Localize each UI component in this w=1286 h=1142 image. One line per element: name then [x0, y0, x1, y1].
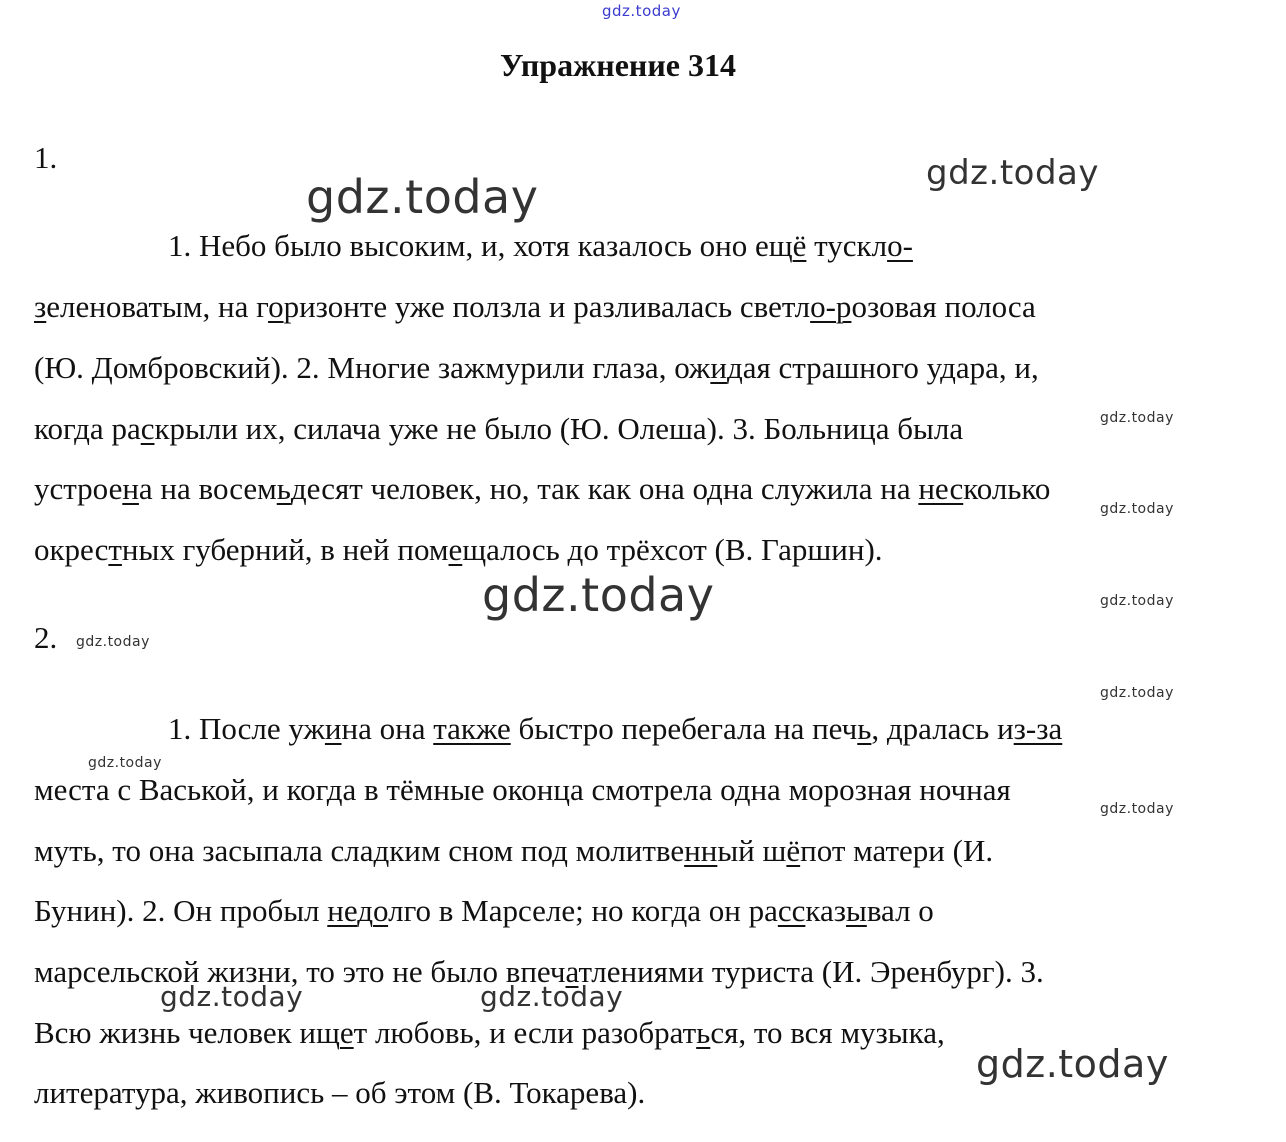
watermark-mid-2: gdz.today — [160, 980, 304, 1013]
watermark-big-1: gdz.today — [306, 170, 539, 224]
watermark-big-3: gdz.today — [976, 1042, 1169, 1086]
watermark-small-3: gdz.today — [1100, 593, 1174, 609]
watermark-big-2: gdz.today — [482, 568, 715, 622]
part-1-number: 1. — [34, 140, 58, 175]
exercise-title: Упражнение 314 — [499, 47, 736, 83]
watermark-small-4: gdz.today — [76, 634, 150, 650]
watermark-mid-1: gdz.today — [926, 153, 1099, 193]
watermark-small-1: gdz.today — [1100, 410, 1174, 426]
watermark-small-7: gdz.today — [1100, 801, 1174, 817]
part-2-number: 2. — [34, 620, 58, 655]
watermark-small-5: gdz.today — [1100, 685, 1174, 701]
watermark-top: gdz.today — [602, 2, 681, 20]
watermark-small-6: gdz.today — [88, 755, 162, 771]
watermark-small-2: gdz.today — [1100, 501, 1174, 517]
watermark-mid-3: gdz.today — [480, 980, 624, 1013]
